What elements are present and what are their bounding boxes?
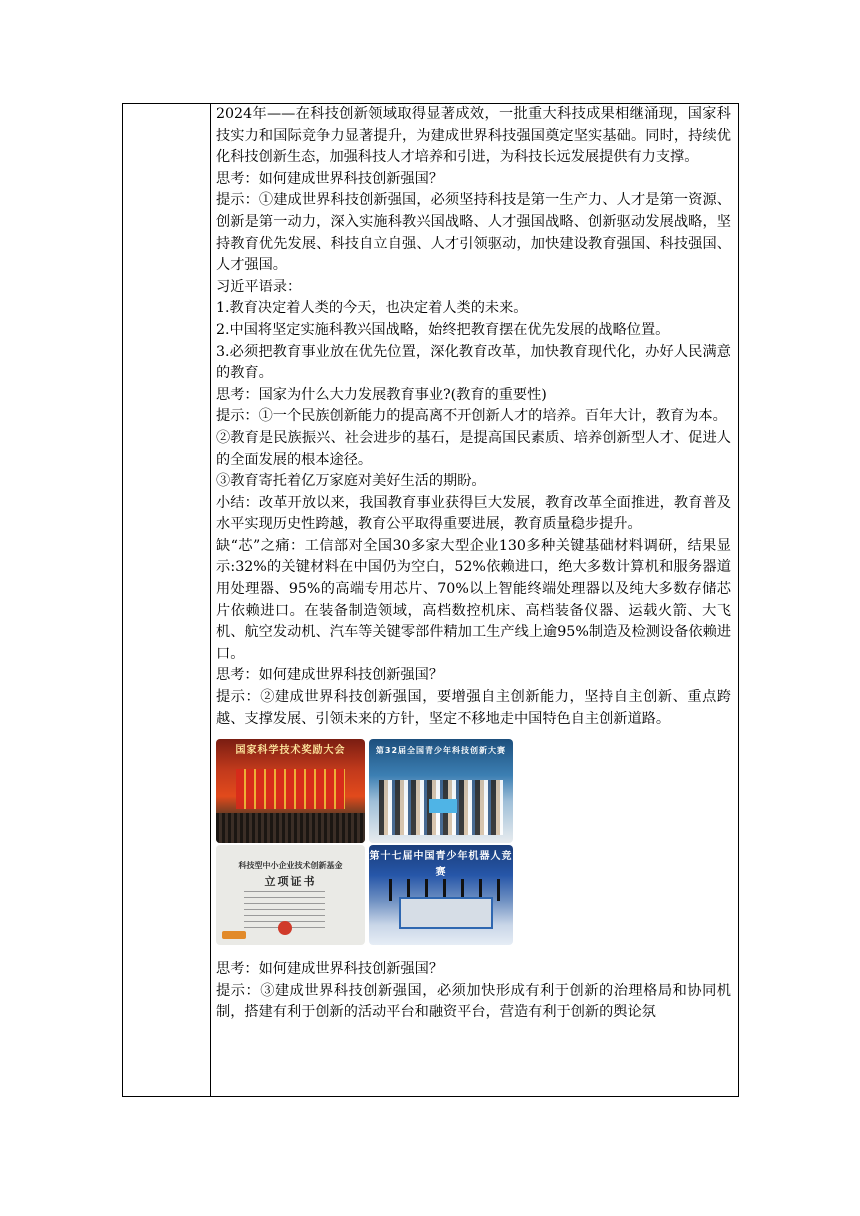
quotes-heading: 习近平语录： [216,278,302,295]
certificate-seal [278,921,292,935]
paragraph-intro: 2024年——在科技创新领域取得显著成效，一批重大科技成果相继涌现，国家科技实力和国际竞争力显著提升，为建成世界科技强国奠定坚实基础。同时，持续优化科技创新生态，加强科技人才培养和引进，为科技长远发展提供有力支撑。 [216,106,731,166]
hint-2c: ③教育寄托着亿万家庭对美好生活的期盼。 [216,473,486,490]
hint-2a: 提示：①一个民族创新能力的提高离不开创新人才的培养。百年大计，教育为本。 [216,408,727,425]
competition-table [399,897,493,929]
youth-contest-photo [369,739,513,843]
quote-1: 1.教育决定着人类的今天，也决定着人类的未来。 [216,300,528,317]
question-4: 思考：如何建成世界科技创新强国？ [216,961,444,978]
audience [216,813,365,843]
photo-grid [216,739,516,949]
question-2: 思考：国家为什么大力发展教育事业?(教育的重要性) [216,386,547,403]
content-cell [211,104,738,1096]
robot-contest-banner: 第十七届中国青少年机器人竞赛 [369,851,513,879]
summary: 小结：改革开放以来，我国教育事业获得巨大发展，教育改革全面推进，教育普及水平实现历史性跨越，教育公平取得重要进展，教育质量稳步提升。 [216,494,731,533]
certificate-photo [216,845,365,945]
question-3: 思考：如何建成世界科技创新强国？ [216,667,444,684]
certificate-subtitle: 立项证书 [264,875,317,889]
stage-flags [236,769,345,809]
hint-1: 提示：①建成世界科技创新强国，必须坚持科技是第一生产力、人才是第一资源、创新是第一动力，深入实施科教兴国战略、人才强国战略、创新驱动发展战略，坚持教育优先发展、科技自立自强、人才引领驱动，加快建设教育强国、科技强国、人才强国。 [216,192,731,274]
hint-4: 提示：③建成世界科技创新强国，必须加快形成有利于创新的治理格局和协同机制，搭建有利于创新的活动平台和融资平台，营造有利于创新的舆论氛 [216,982,731,1021]
quote-3: 3.必须把教育事业放在优先位置，深化教育改革，加快教育现代化，办好人民满意的教育。 [216,343,731,382]
chip-shortage-text: 缺“芯”之痛：工信部对全国30多家大型企业130多种关键基础材料调研，结果显示:32%的关键材料在中国仍为空白，52%依赖进口，绝大多数计算机和服务器道用处理器、95%的高端专用芯片、70%以上智能终端处理器以及纯大多数存储芯片依赖进口。在装备制造领域，高档数控机床、高档装备仪器、运载火箭、大飞机、航空发动机、汽车等关键零部件精加工生产线上逾95%制造及检测设备依赖进口。 [216,537,731,662]
hint-2b: ②教育是民族振兴、社会进步的基石，是提高国民素质、培养创新型人才、促进人的全面发展的根本途径。 [216,429,731,468]
award-ceremony-banner: 国家科学技术奖励大会 [235,745,346,757]
hint-3: 提示：②建成世界科技创新强国，要增强自主创新能力，坚持自主创新、重点跨越、支撑发展、引领未来的方针，坚定不移地走中国特色自主创新道路。 [216,689,731,727]
robot-contest-photo [369,845,513,945]
left-column-cell [123,104,211,1096]
certificate-title: 科技型中小企业技术创新基金 [238,861,343,871]
lesson-table [122,103,739,1097]
question-1: 思考：如何建成世界科技创新强国？ [216,170,444,187]
award-ceremony-photo [216,739,365,843]
certificate-logo [222,931,246,939]
content-text [216,104,731,1024]
youth-contest-banner: 第32届全国青少年科技创新大赛 [375,746,507,756]
team-sign [429,799,457,813]
quote-2: 2.中国将坚定实施科教兴国战略，始终把教育摆在优先发展的战略位置。 [216,321,670,338]
